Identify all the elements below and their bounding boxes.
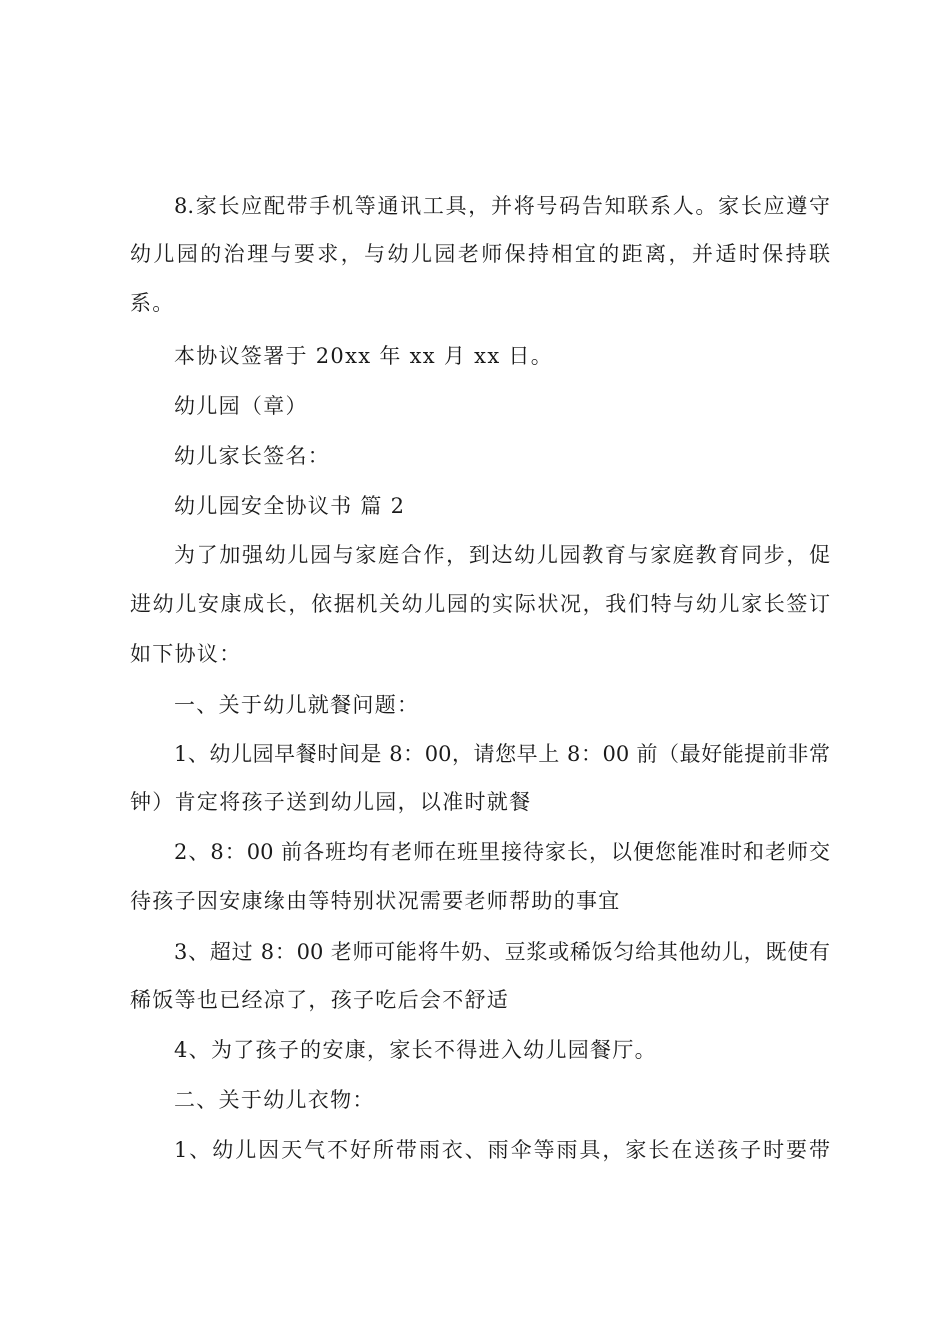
text-line-15: 待孩子因安康缘由等特别状况需要老师帮助的事宜	[130, 889, 621, 913]
text-line-6: 幼儿家长签名：	[174, 444, 331, 468]
text-line-16: 3、超过 8：00 老师可能将牛奶、豆浆或稀饭匀给其他幼儿，既使有	[174, 940, 830, 964]
text-line-18: 4、为了孩子的安康，家长不得进入幼儿园餐厅。	[174, 1038, 657, 1062]
text-line-10: 如下协议：	[130, 642, 242, 666]
text-line-13: 钟）肯定将孩子送到幼儿园，以准时就餐	[130, 790, 532, 814]
text-line-14: 2、8：00 前各班均有老师在班里接待家长，以便您能准时和老师交	[174, 840, 830, 864]
text-line-8: 为了加强幼儿园与家庭合作，到达幼儿园教育与家庭教育同步，促	[174, 543, 830, 567]
text-line-9: 进幼儿安康成长，依据机关幼儿园的实际状况，我们特与幼儿家长签订	[130, 592, 830, 616]
text-line-11: 一、关于幼儿就餐问题：	[174, 693, 420, 717]
text-line-12: 1、幼儿园早餐时间是 8：00，请您早上 8：00 前（最好能提前非常	[174, 742, 830, 766]
text-line-19: 二、关于幼儿衣物：	[174, 1088, 375, 1112]
text-line-17: 稀饭等也已经凉了，孩子吃后会不舒适	[130, 988, 510, 1012]
text-line-5: 幼儿园（章）	[174, 394, 308, 418]
text-line-4: 本协议签署于 20xx 年 xx 月 xx 日。	[174, 344, 554, 368]
section-heading: 幼儿园安全协议书 篇 2	[174, 494, 406, 518]
text-line-20: 1、幼儿因天气不好所带雨衣、雨伞等雨具，家长在送孩子时要带	[174, 1138, 830, 1162]
text-line-3: 系。	[130, 291, 175, 315]
text-line-1: 8.家长应配带手机等通讯工具，并将号码告知联系人。家长应遵守	[174, 194, 830, 218]
text-line-2: 幼儿园的治理与要求，与幼儿园老师保持相宜的距离，并适时保持联	[130, 242, 830, 266]
